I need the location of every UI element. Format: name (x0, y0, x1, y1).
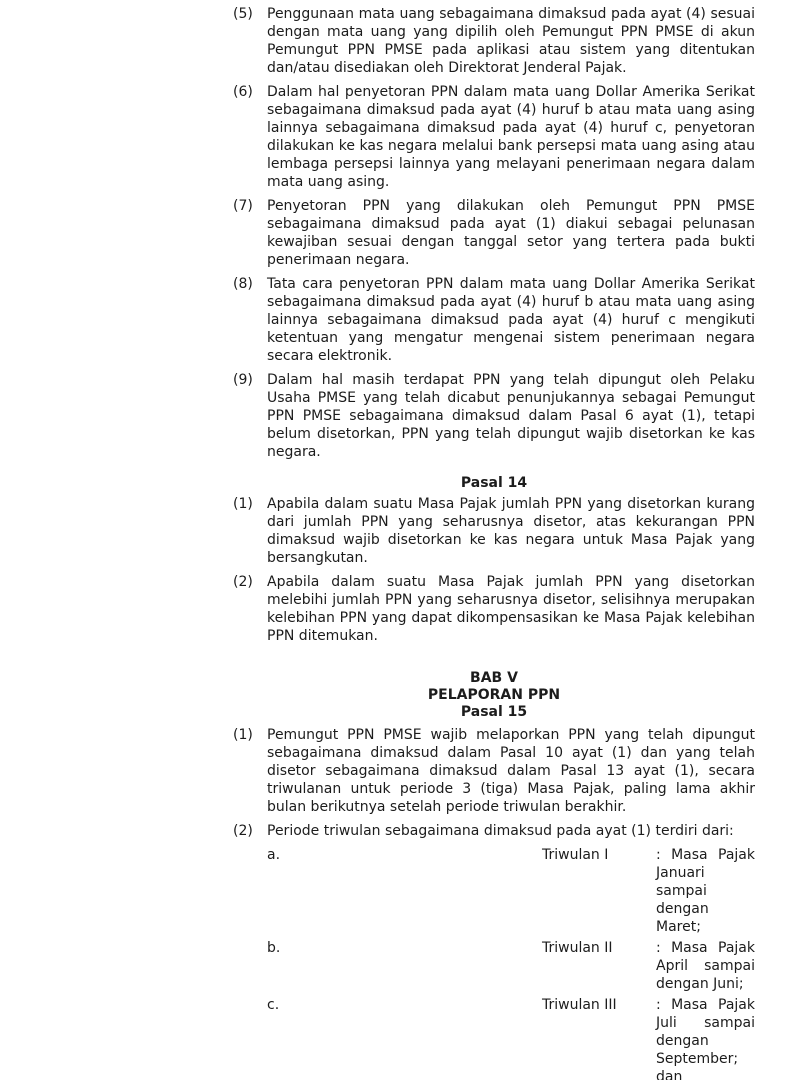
document-content (233, 5, 755, 1080)
quarter-definition (656, 846, 755, 936)
quarter-list (267, 846, 755, 1080)
pasal15-item-1 (233, 726, 755, 816)
quarter-row-c (267, 996, 755, 1080)
list-item-8 (233, 275, 755, 365)
definition-line: dengan (656, 901, 709, 917)
quarter-letter: c. (267, 997, 280, 1013)
item-text: Dalam hal penyetoran PPN dalam mata uang Dollar Amerika Serikat sebagaimana dimaksud pada ayat (4) huruf b atau mata uang asing lainnya sebagaimana dimaksud pada ayat (4) huruf c, penyetoran dilakukan ke kas negara melalui bank persepsi mata uang asing atau lembaga persepsi lainnya yang melayani penerimaan negara dalam mata uang asing. (267, 84, 755, 190)
quarter-term: Triwulan II (542, 940, 613, 956)
definition-line: : Masa Pajak (656, 940, 755, 956)
list-item-7 (233, 197, 755, 269)
definition-line: dan (656, 1069, 683, 1080)
definition-line: dengan (656, 1033, 709, 1049)
item-number: (8) (233, 276, 253, 292)
definition-line: : Masa Pajak (656, 847, 755, 863)
definition-line: Maret; (656, 919, 701, 935)
item-number: (2) (233, 574, 253, 590)
definition-line: Januari (656, 865, 705, 881)
heading-pasal-14: Pasal 14 (460, 475, 528, 491)
definition-line: : Masa Pajak (656, 997, 755, 1013)
item-number: (7) (233, 198, 253, 214)
definition-line: sampai (656, 883, 707, 899)
quarter-row-a (267, 846, 755, 936)
list-item-5 (233, 5, 755, 77)
item-text: Pemungut PPN PMSE wajib melaporkan PPN yang telah dipungut sebagaimana dimaksud dalam Pasal 10 ayat (1) dan yang telah disetor sebagaimana dimaksud dalam Pasal 13 ayat (1), secara triwulanan untuk periode 3 (tiga) Masa Pajak, paling lama akhir bulan berikutnya setelah periode triwulan berakhir. (267, 727, 755, 815)
list-item-6 (233, 83, 755, 191)
list-item-9 (233, 371, 755, 461)
quarter-letter: b. (267, 940, 281, 956)
item-text: Periode triwulan sebagaimana dimaksud pada ayat (1) terdiri dari: (267, 823, 734, 839)
definition-line: April sampai (656, 958, 755, 974)
item-number: (6) (233, 84, 253, 100)
quarter-definition (656, 939, 755, 993)
item-number: (1) (233, 496, 253, 512)
definition-line: September; (656, 1051, 739, 1067)
pasal14-item-1 (233, 495, 755, 567)
item-number: (5) (233, 6, 253, 22)
quarter-term: Triwulan I (542, 847, 609, 863)
item-text: Tata cara penyetoran PPN dalam mata uang Dollar Amerika Serikat sebagaimana dimaksud pada ayat (4) huruf b atau mata uang asing lainnya sebagaimana dimaksud pada ayat (4) huruf c mengikuti ketentuan yang mengatur mengenai sistem penerimaan negara secara elektronik. (267, 276, 755, 364)
pasal15-item-2 (233, 822, 755, 840)
chapter-label: BAB V (470, 670, 518, 686)
quarter-definition (656, 996, 755, 1080)
quarter-term: Triwulan III (542, 997, 617, 1013)
quarter-letter: a. (267, 847, 281, 863)
item-text: Dalam hal masih terdapat PPN yang telah dipungut oleh Pelaku Usaha PMSE yang telah dicabut penunjukannya sebagai Pemungut PPN PMSE sebagaimana dimaksud dalam Pasal 6 ayat (1), tetapi belum disetorkan, PPN yang telah dipungut wajib disetorkan ke kas negara. (267, 372, 755, 460)
item-number: (9) (233, 372, 253, 388)
item-text: Apabila dalam suatu Masa Pajak jumlah PPN yang disetorkan melebihi jumlah PPN yang seharusnya disetor, selisihnya merupakan kelebihan PPN yang dapat dikompensasikan ke Masa Pajak kelebihan PPN ditemukan. (267, 574, 755, 644)
definition-line: Juli sampai (656, 1015, 755, 1031)
chapter-title: PELAPORAN PPN (427, 687, 561, 703)
item-number: (1) (233, 727, 253, 743)
heading-pasal-15: Pasal 15 (460, 704, 528, 720)
quarter-row-b (267, 939, 755, 993)
item-text: Apabila dalam suatu Masa Pajak jumlah PPN yang disetorkan kurang dari jumlah PPN yang seharusnya disetor, atas kekurangan PPN dimaksud wajib disetorkan ke kas negara untuk Masa Pajak yang bersangkutan. (267, 496, 755, 566)
item-text: Penggunaan mata uang sebagaimana dimaksud pada ayat (4) sesuai dengan mata uang yang dipilih oleh Pemungut PPN PMSE di akun Pemungut PPN PMSE pada aplikasi atau sistem yang ditentukan dan/atau disediakan oleh Direktorat Jenderal Pajak. (267, 6, 755, 76)
heading-bab-5 (233, 670, 755, 721)
pasal14-item-2 (233, 573, 755, 645)
definition-line: dengan Juni; (656, 976, 744, 992)
item-number: (2) (233, 823, 253, 839)
item-text: Penyetoran PPN yang dilakukan oleh Pemungut PPN PMSE sebagaimana dimaksud pada ayat (1) diakui sebagai pelunasan kewajiban sesuai dengan tanggal setor yang tertera pada bukti penerimaan negara. (267, 198, 755, 268)
